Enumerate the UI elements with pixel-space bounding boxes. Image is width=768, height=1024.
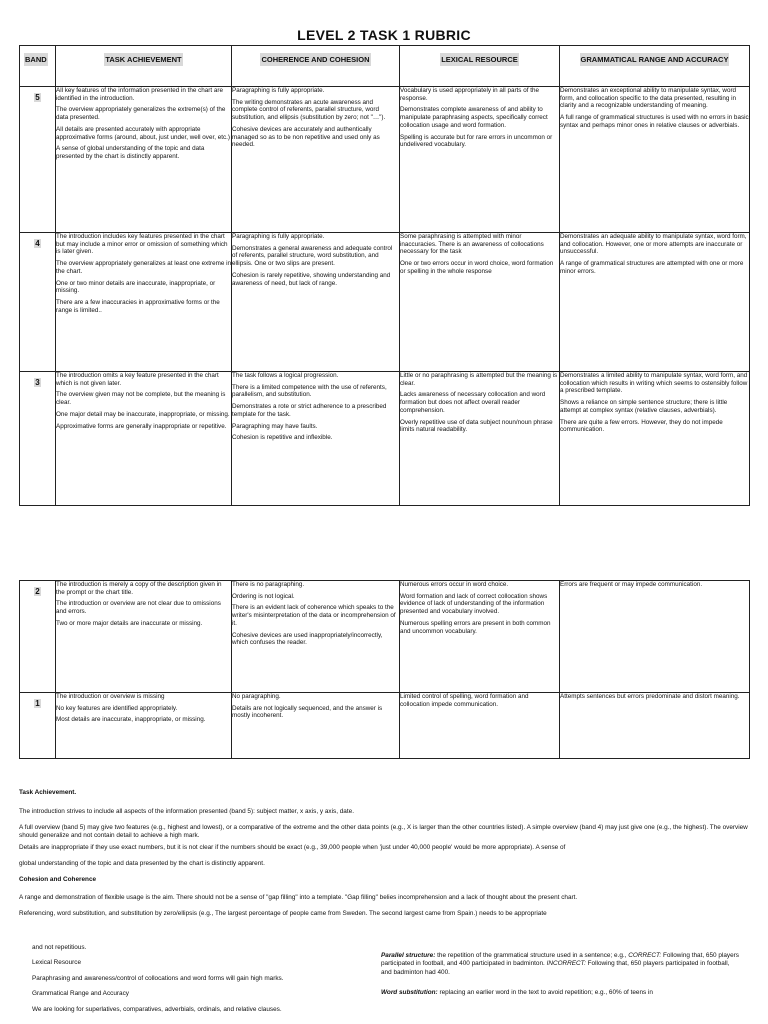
- band-number: 5: [20, 87, 56, 233]
- band-number: 3: [20, 372, 56, 506]
- notes-right-column: [381, 952, 741, 997]
- note-paragraph: A range and demonstration of flexible usage is the aim. There should not be a sense of "gap filling" into a template. "Gap filling" belies incomprehension and a lack of thought about the present chart.: [19, 894, 578, 901]
- lexical-heading: Lexical Resource: [32, 959, 82, 966]
- grammar-cell: Attempts sentences but errors predominate and distort meaning.: [560, 693, 750, 759]
- note-paragraph: Details are inappropriate if they use exact numbers, but it is not clear if the numbers should be exact (e.g., 39,000 people when 'just under 40,000 people' would be more appropriate). A sense of: [19, 844, 566, 851]
- header-band: BAND: [20, 46, 56, 87]
- task-achievement-cell: The introduction is merely a copy of the description given in the prompt or the chart title. The introduction or overview are not clear due to omissions and errors. Two or more major details are inaccurate or missing.: [56, 581, 232, 693]
- parallel-structure-note: Parallel structure: the repetition of the grammatical structure used in a sentence; e.g., CORRECT: Following that, 650 players participated in football, and 400 participated in badminton. INCORRECT: Following that, 650 players participated in football, and badminton had 400.: [381, 952, 739, 976]
- word-substitution-term: Word substitution:: [381, 988, 438, 996]
- coherence-cell: No paragraphing. Details are not logically sequenced, and the answer is mostly incoherent.: [232, 693, 400, 759]
- grammar-cell: Demonstrates a limited ability to manipulate syntax, word form, and collocation which results in writing which seems to ostensibly follow a prescribed template. Shows a reliance on simple sentence structure; there is little attempt at complex syntax (relative clauses, adverbials). There are quite a few errors. However, they do not impede communication.: [560, 372, 750, 506]
- note-paragraph: global understanding of the topic and data presented by the chart is distinctly apparent.: [19, 860, 265, 867]
- coherence-cell: Paragraphing is fully appropriate. Demonstrates a general awareness and adequate control of referents, parallel structure, word substitution, and ellipsis. One or two slips are present. Cohesion is rarely repetitive, showing understanding and awareness of need, but lack of range.: [232, 233, 400, 372]
- lexical-cell: Limited control of spelling, word formation and collocation impede communication.: [400, 693, 560, 759]
- note-paragraph: We are looking for superlatives, comparatives, adverbials, ordinals, and relative clauses.: [32, 1006, 282, 1013]
- page-title: LEVEL 2 TASK 1 RUBRIC: [297, 27, 471, 43]
- band-number: 1: [20, 693, 56, 759]
- task-achievement-heading: Task Achievement.: [19, 789, 77, 796]
- band-number: 2: [20, 581, 56, 693]
- cohesion-heading: Cohesion and Coherence: [19, 876, 97, 883]
- lexical-cell: Numerous errors occur in word choice. Word formation and lack of correct collocation shows evidence of lack of understanding of the information presented and vocabulary involved. Numerous spelling errors are present in both common and uncommon vocabulary.: [400, 581, 560, 693]
- rubric-row-band-1: [20, 693, 750, 759]
- task-achievement-cell: The introduction or overview is missing No key features are identified appropriately. Most details are inaccurate, inappropriate, or missing.: [56, 693, 232, 759]
- task-achievement-cell: The introduction omits a key feature presented in the chart which is not given later. The overview given may not be complete, but the meaning is clear. One major detail may be inaccurate, inappropriate, or missing. Approximative forms are generally inappropriate or repetitive.: [56, 372, 232, 506]
- word-substitution-note: Word substitution: replacing an earlier word in the text to avoid repetition; e.g., 60% of teens in: [381, 988, 653, 996]
- notes-left-column: [19, 944, 369, 1014]
- lexical-cell: Some paraphrasing is attempted with minor inaccuracies. There is an awareness of collocations necessary for the task One or two errors occur in word choice, word formation or spelling in the whole response: [400, 233, 560, 372]
- rubric-row-band-5: [20, 87, 750, 233]
- notes-section: [19, 789, 749, 921]
- note-paragraph: and not repetitious.: [32, 944, 87, 951]
- note-paragraph: Paraphrasing and awareness/control of collocations and word forms will gain high marks.: [32, 975, 284, 982]
- note-paragraph: The introduction strives to include all aspects of the information presented (band 5): subject matter, x axis, y axis, date.: [19, 808, 354, 815]
- lexical-cell: Little or no paraphrasing is attempted but the meaning is clear. Lacks awareness of necessary collocation and word formation but does not affect overall reader comprehension. Overly repetitive use of data subject noun/noun phrase limits natural readability.: [400, 372, 560, 506]
- note-paragraph: Referencing, word substitution, and substitution by zero/ellipsis (e.g., The largest percentage of people came from Sweden. The second largest came from Spain.) needs to be appropriate: [19, 910, 547, 917]
- grammar-cell: Demonstrates an exceptional ability to manipulate syntax, word form, and collocation specific to the data presented, resulting in clarity and a recognizable understanding of meaning. A full range of grammatical structures is used with no errors in basic syntax and perhaps minor ones in relative clauses or adverbials.: [560, 87, 750, 233]
- parallel-structure-term: Parallel structure:: [381, 952, 436, 959]
- grammar-heading: Grammatical Range and Accuracy: [32, 990, 129, 997]
- grammar-cell: Demonstrates an adequate ability to manipulate syntax, word form, and collocation. However, one or more attempts are inaccurate or unsuccessful. A range of grammatical structures are attempted with one or more minor errors.: [560, 233, 750, 372]
- lexical-cell: Vocabulary is used appropriately in all parts of the response. Demonstrates complete awareness of and ability to manipulate paraphrasing aspects, specifically correct collocation usage and word formation. Spelling is accurate but for rare errors in uncommon or undelivered vocabulary.: [400, 87, 560, 233]
- rubric-row-band-4: [20, 233, 750, 372]
- coherence-cell: Paragraphing is fully appropriate. The writing demonstrates an acute awareness and complete control of referents, parallel structure, word substitution, and ellipsis (substitution by zero; not "…"). Cohesive devices are accurately and authentically managed so as to be non repetitive and used only as needed.: [232, 87, 400, 233]
- rubric-row-band-2: [20, 581, 750, 693]
- note-paragraph: A full overview (band 5) may give two features (e.g., highest and lowest), or a comparative of the extreme and the other data points (e.g., X is larger than the other countries listed). A simple overview (band 4) may just give one (e.g., the highest). The overview should generalize and not contain detail to achieve a high mark.: [19, 824, 748, 839]
- grammar-cell: Errors are frequent or may impede communication.: [560, 581, 750, 693]
- coherence-cell: There is no paragraphing. Ordering is not logical. There is an evident lack of coherence which speaks to the writer's misinterpretation of the data or incomprehension of it. Cohesive devices are used inappropriately/incorrectly, which confuses the reader.: [232, 581, 400, 693]
- header-task-achievement: TASK ACHIEVEMENT: [56, 46, 232, 87]
- header-lexical: LEXICAL RESOURCE: [400, 46, 560, 87]
- task-achievement-cell: All key features of the information presented in the chart are identified in the introduction. The overview appropriately generalizes the extreme(s) of the data presented. All details are presented accurately with appropriate approximative forms (around, about, just under, well over, etc.) A sense of global understanding of the topic and data presented by the chart is distinctly apparent.: [56, 87, 232, 233]
- header-coherence: COHERENCE AND COHESION: [232, 46, 400, 87]
- coherence-cell: The task follows a logical progression. There is a limited competence with the use of referents, parallelism, and substitution. Demonstrates a rote or strict adherence to a prescribed template for the task. Paragraphing may have faults. Cohesion is repetitive and inflexible.: [232, 372, 400, 506]
- rubric-row-band-3: [20, 372, 750, 506]
- rubric-table-continued: [19, 580, 750, 759]
- rubric-header-row: [20, 46, 750, 87]
- task-achievement-cell: The introduction includes key features presented in the chart but may include a minor error or omission of something which is later given. The overview appropriately generalizes at least one extreme in the chart. One or two minor details are inaccurate, inappropriate, or missing. There are a few inaccuracies in approximative forms or the range is limited..: [56, 233, 232, 372]
- rubric-table: [19, 45, 750, 506]
- band-number: 4: [20, 233, 56, 372]
- header-grammar: GRAMMATICAL RANGE AND ACCURACY: [560, 46, 750, 87]
